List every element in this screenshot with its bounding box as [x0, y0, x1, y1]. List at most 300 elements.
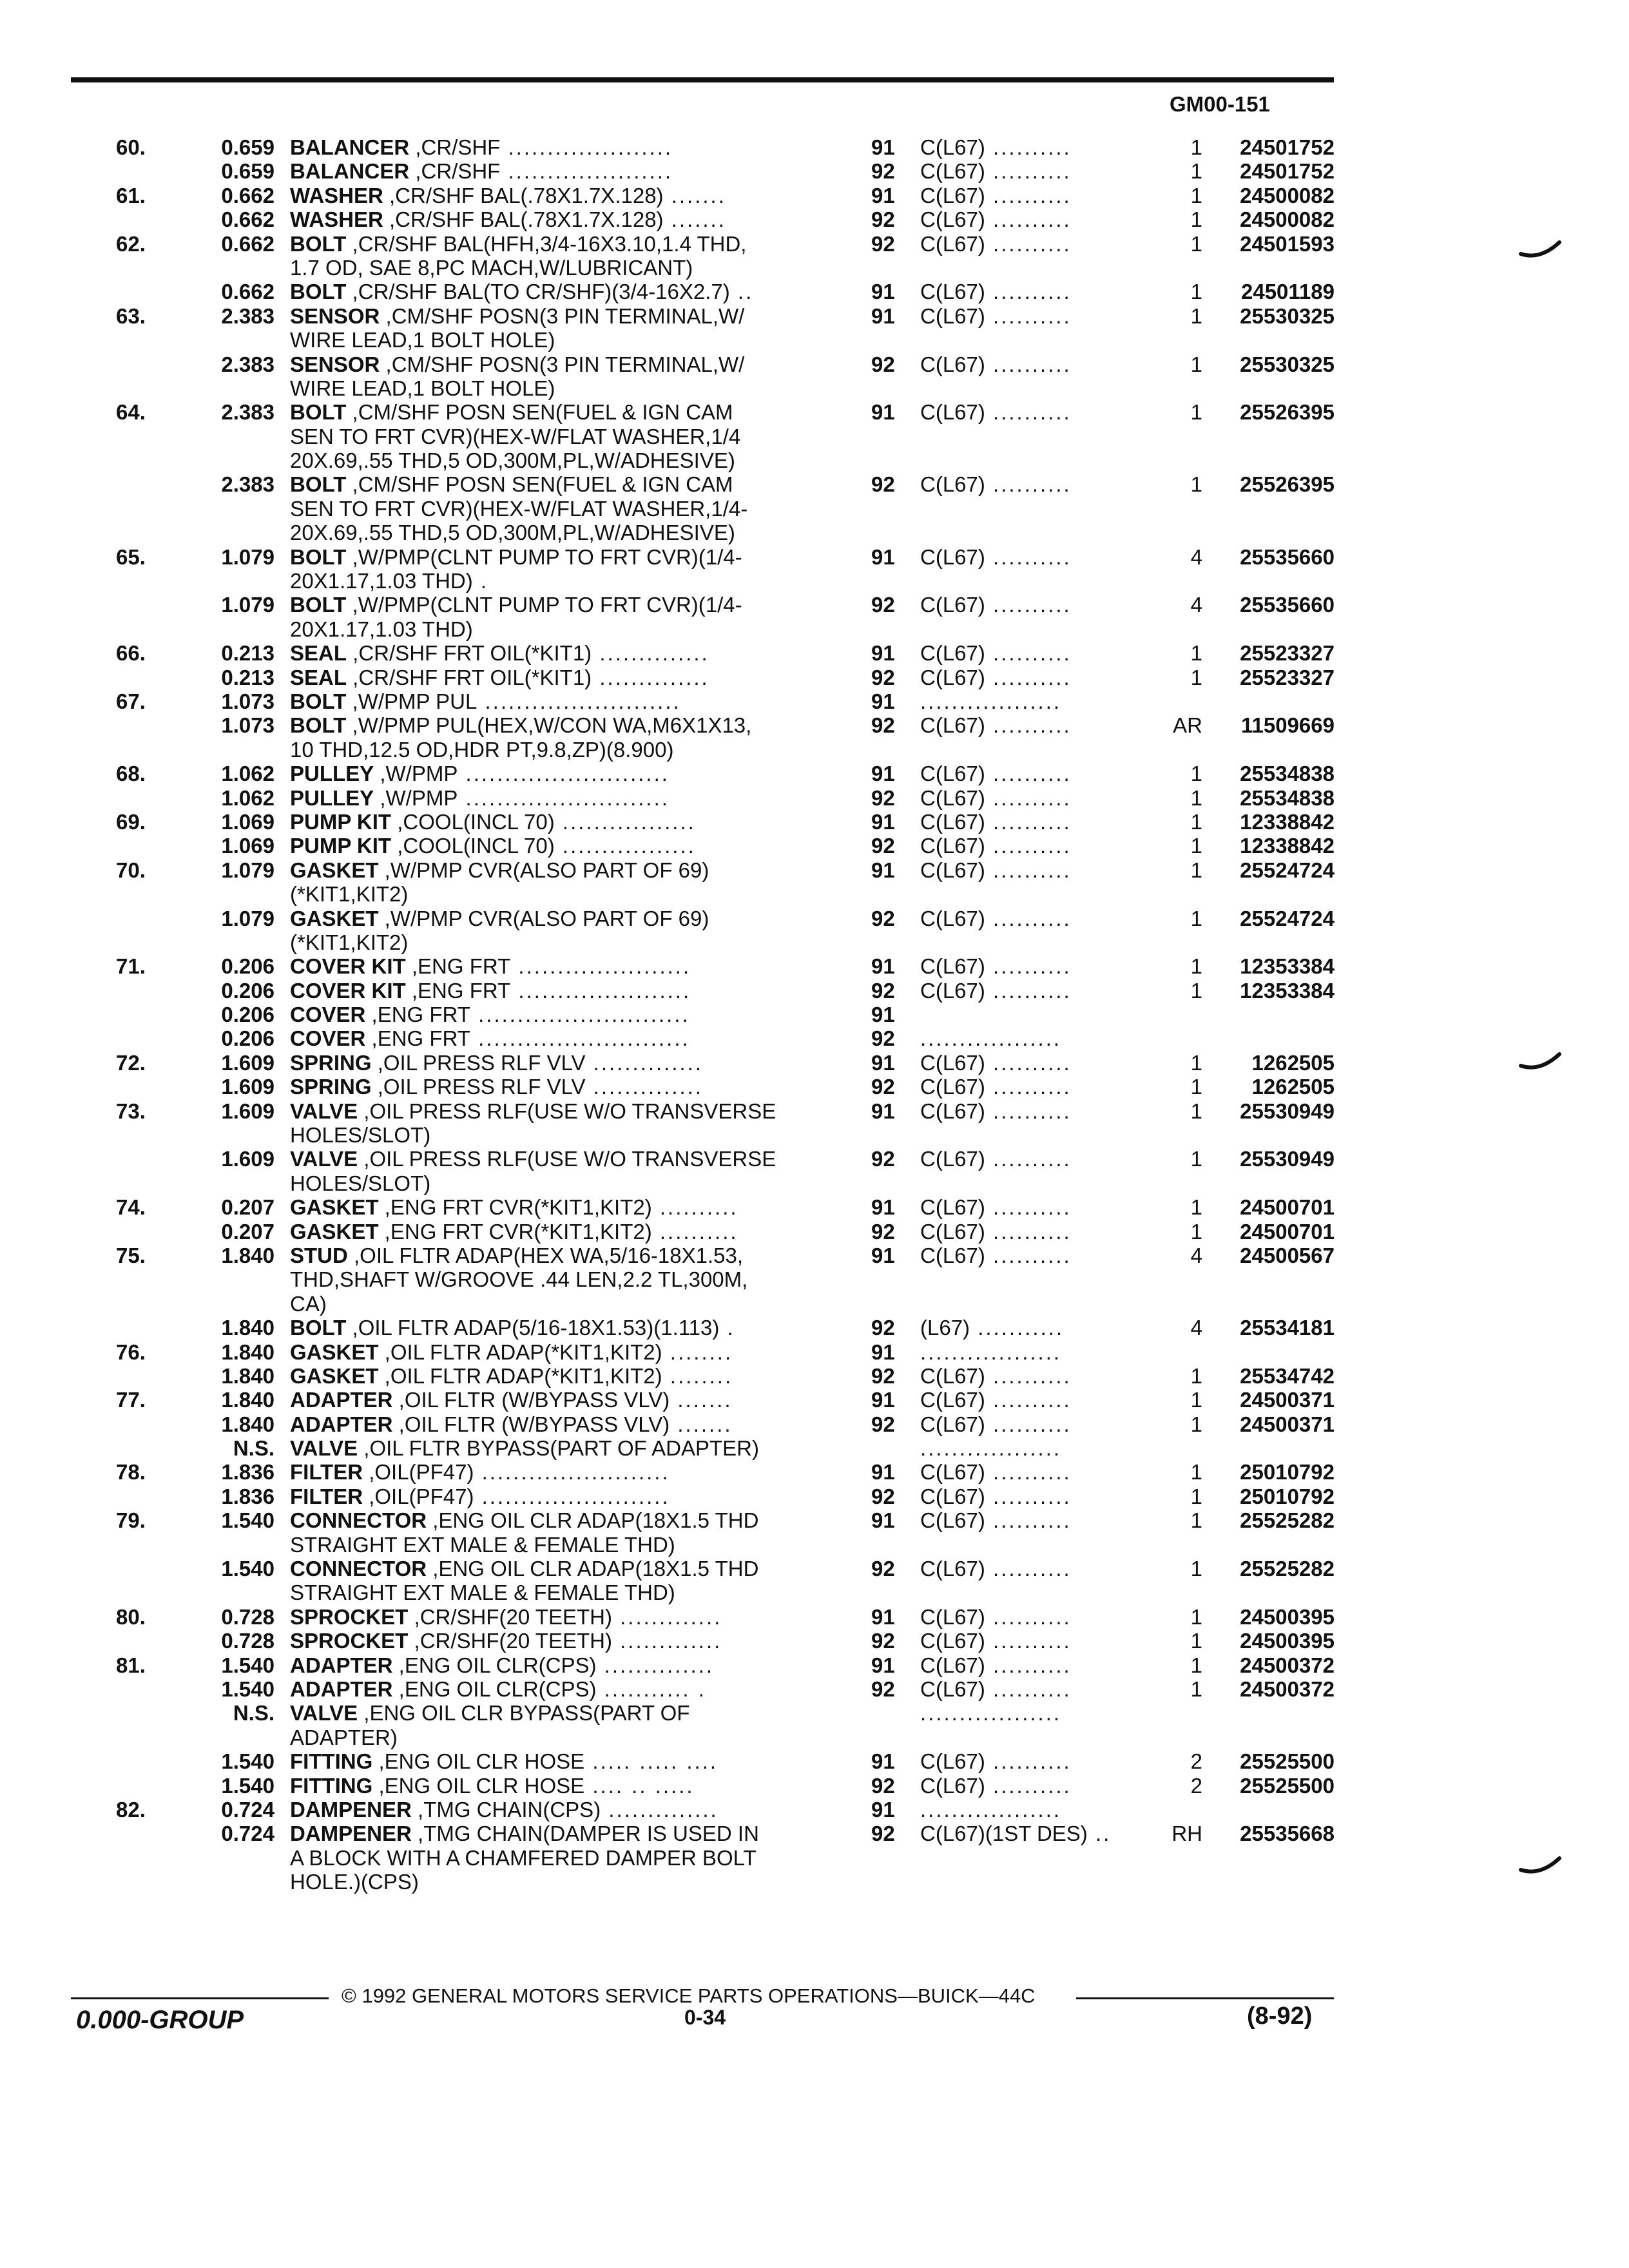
leader-dots: .......... — [985, 1484, 1072, 1508]
catalog-row — [0, 159, 1629, 183]
model-code — [920, 1485, 1072, 1508]
model-code-text: C(L67) — [920, 858, 985, 882]
leader-dots: .......... — [985, 231, 1072, 256]
part-description — [290, 400, 733, 424]
model-code — [920, 1749, 1072, 1773]
part-name: FILTER — [290, 1460, 363, 1485]
leader-dots: .......... — [985, 665, 1072, 689]
model-year: 91 — [871, 303, 895, 328]
catalog-row — [0, 1605, 1629, 1629]
catalog-row — [0, 448, 1629, 472]
part-detail: ,OIL FLTR (W/BYPASS VLV) — [392, 1388, 670, 1412]
leader-dots: ......................... — [477, 689, 681, 713]
binder-mark-2 — [1518, 1052, 1563, 1077]
part-description — [290, 1821, 759, 1845]
part-number: 24500371 — [1240, 1388, 1335, 1412]
group-number: 1.540 — [221, 1773, 275, 1798]
leader-dots: ........................... — [470, 1026, 690, 1051]
part-detail: ,OIL(PF47) — [363, 1484, 474, 1508]
catalog-row — [0, 666, 1629, 689]
catalog-row — [0, 1099, 1629, 1123]
part-detail: ,ENG FRT — [365, 1003, 470, 1027]
group-number: 0.662 — [221, 231, 275, 256]
part-detail: SEN TO FRT CVR)(HEX-W/FLAT WASHER,1/4- — [290, 496, 748, 521]
model-code — [920, 858, 1072, 882]
leader-dots: .......... — [985, 1653, 1072, 1677]
catalog-row — [0, 1749, 1629, 1773]
model-code-text: C(L67)(1ST DES) — [920, 1821, 1088, 1846]
quantity: 1 — [1190, 1050, 1202, 1075]
part-detail: ,W/PMP PUL(HEX,W/CON WA,M6X1X13, — [346, 713, 752, 738]
leader-dots: .......... — [985, 1412, 1072, 1436]
quantity: 1 — [1190, 1099, 1202, 1123]
model-year: 91 — [871, 1099, 895, 1123]
quantity: 1 — [1190, 1604, 1202, 1629]
part-description — [290, 135, 673, 159]
catalog-row — [0, 497, 1629, 521]
catalog-row — [0, 135, 1629, 159]
part-detail: CA) — [290, 1291, 327, 1316]
model-year: 91 — [871, 1653, 895, 1677]
model-code — [920, 810, 1072, 834]
catalog-row — [0, 1412, 1629, 1436]
part-description — [290, 1774, 695, 1798]
item-number: 75. — [116, 1243, 146, 1267]
part-description — [290, 376, 555, 400]
leader-dots: .............. — [592, 665, 709, 689]
part-name: BOLT — [290, 713, 347, 738]
model-year: 91 — [871, 1340, 895, 1364]
leader-dots: .... .. ..... — [584, 1773, 695, 1798]
part-description — [290, 1701, 689, 1725]
quantity: AR — [1173, 713, 1202, 738]
model-year: 91 — [871, 954, 895, 979]
quantity: 1 — [1190, 1075, 1202, 1099]
part-detail: ,CR/SHF(20 TEETH) — [408, 1604, 612, 1629]
catalog-row — [0, 1460, 1629, 1484]
part-detail: ,ENG FRT — [405, 954, 511, 979]
catalog-row — [0, 1147, 1629, 1171]
model-code — [920, 641, 1072, 665]
leader-dots: .......... — [985, 303, 1072, 328]
part-detail: ,OIL PRESS RLF VLV — [371, 1050, 586, 1075]
group-number: 1.836 — [221, 1484, 275, 1508]
part-name: FILTER — [290, 1484, 363, 1508]
leader-dots: .......... — [985, 183, 1072, 207]
catalog-row — [0, 858, 1629, 882]
model-code-text: C(L67) — [920, 834, 985, 858]
part-detail: ,OIL PRESS RLF VLV — [371, 1075, 586, 1099]
part-number: 24500395 — [1240, 1604, 1335, 1629]
part-detail: ,ENG OIL CLR ADAP(18X1.5 THD — [427, 1508, 759, 1533]
model-year: 92 — [871, 906, 895, 930]
part-number: 11509669 — [1240, 713, 1335, 738]
model-year: 92 — [871, 1484, 895, 1508]
part-number: 25524724 — [1240, 906, 1335, 930]
part-description — [290, 1798, 718, 1821]
part-description — [290, 569, 488, 593]
quantity: 4 — [1190, 544, 1202, 569]
model-year: 91 — [871, 1243, 895, 1267]
part-detail: ,CR/SHF(20 TEETH) — [408, 1629, 612, 1653]
quantity: 1 — [1190, 207, 1202, 232]
catalog-row — [0, 1340, 1629, 1364]
item-number: 78. — [116, 1460, 146, 1485]
part-description — [290, 1364, 733, 1388]
model-code — [920, 1508, 1072, 1532]
quantity: 1 — [1190, 1460, 1202, 1485]
catalog-row — [0, 1436, 1629, 1460]
part-description — [290, 1051, 703, 1075]
part-name: BOLT — [290, 400, 347, 425]
leader-dots: .......... — [985, 1773, 1072, 1798]
part-description — [290, 1340, 733, 1364]
part-name: COVER — [290, 1026, 366, 1051]
part-description — [290, 1075, 703, 1099]
part-description — [290, 786, 670, 810]
model-year: 92 — [871, 593, 895, 617]
footer-rule-left — [71, 1997, 329, 1999]
catalog-row — [0, 521, 1629, 544]
model-code — [920, 666, 1072, 689]
model-code — [920, 184, 1072, 207]
model-code-text: C(L67) — [920, 1773, 985, 1798]
group-number: 0.213 — [221, 641, 275, 666]
part-description — [290, 207, 726, 231]
part-description — [290, 1123, 430, 1147]
model-year: 92 — [871, 1316, 895, 1340]
leader-dots: .......... — [985, 1075, 1072, 1099]
catalog-row — [0, 256, 1629, 280]
part-name: STUD — [290, 1243, 348, 1267]
leader-dots: .......... — [985, 1219, 1072, 1244]
leader-dots: .................. — [920, 1026, 1062, 1051]
leader-dots: .......... — [985, 1677, 1072, 1701]
catalog-row — [0, 1003, 1629, 1026]
catalog-row — [0, 834, 1629, 858]
part-detail: ,CR/SHF — [409, 135, 501, 159]
part-detail: ,CR/SHF BAL(.78X1.7X.128) — [383, 183, 664, 207]
leader-dots: ..................... — [500, 159, 673, 184]
part-detail: HOLE.)(CPS) — [290, 1870, 419, 1894]
part-name: SEAL — [290, 665, 347, 689]
part-detail: ,W/PMP(CLNT PUMP TO FRT CVR)(1/4- — [346, 544, 742, 569]
part-description — [290, 810, 696, 834]
part-name: VALVE — [290, 1099, 358, 1123]
item-number: 64. — [116, 400, 146, 425]
catalog-row — [0, 352, 1629, 376]
part-number: 24500701 — [1240, 1195, 1335, 1220]
group-number: 0.206 — [221, 954, 275, 979]
group-number: 1.609 — [221, 1147, 275, 1171]
catalog-row — [0, 207, 1629, 231]
catalog-row — [0, 1316, 1629, 1340]
part-description — [290, 1292, 327, 1316]
part-number: 1262505 — [1251, 1050, 1335, 1075]
part-description — [290, 666, 709, 689]
model-year: 92 — [871, 785, 895, 810]
item-number: 82. — [116, 1797, 146, 1821]
model-code-text: C(L67) — [920, 593, 985, 617]
model-code-text: C(L67) — [920, 1412, 985, 1436]
model-code — [920, 1701, 1061, 1725]
item-number: 68. — [116, 762, 146, 786]
model-year: 92 — [871, 207, 895, 232]
part-name: BOLT — [290, 689, 347, 713]
catalog-row — [0, 1557, 1629, 1581]
part-description — [290, 1870, 419, 1894]
item-number: 79. — [116, 1508, 146, 1533]
catalog-row — [0, 713, 1629, 737]
part-number: 25523327 — [1240, 665, 1335, 689]
part-name: ADAPTER — [290, 1388, 393, 1412]
part-detail: ,CR/SHF FRT OIL(*KIT1) — [347, 641, 592, 666]
part-number: 24500082 — [1240, 207, 1335, 232]
catalog-row — [0, 907, 1629, 930]
quantity: 4 — [1190, 1316, 1202, 1340]
group-number: 2.383 — [221, 303, 275, 328]
group-number: 0.659 — [221, 135, 275, 159]
part-name: SENSOR — [290, 352, 380, 376]
copyright-notice: © 1992 GENERAL MOTORS SERVICE PARTS OPERATIONS—BUICK—44C — [342, 1984, 1036, 2007]
part-number: 25523327 — [1240, 641, 1335, 666]
quantity: 1 — [1190, 183, 1202, 207]
part-name: DAMPENER — [290, 1821, 412, 1846]
part-detail: ,ENG OIL CLR(CPS) — [392, 1677, 597, 1701]
model-code-text: C(L67) — [920, 954, 985, 979]
model-code — [920, 352, 1072, 376]
model-year: 92 — [871, 665, 895, 689]
model-code — [920, 1316, 1064, 1340]
model-code-text: C(L67) — [920, 1629, 985, 1653]
catalog-row — [0, 1195, 1629, 1219]
part-number: 25534838 — [1240, 785, 1335, 810]
model-code-text: C(L67) — [920, 231, 985, 256]
part-name: VALVE — [290, 1701, 358, 1725]
part-detail: HOLES/SLOT) — [290, 1123, 431, 1148]
part-name: PULLEY — [290, 762, 374, 786]
catalog-row — [0, 641, 1629, 665]
model-year: 92 — [871, 1629, 895, 1653]
leader-dots: ....... — [663, 207, 726, 232]
model-code — [920, 545, 1072, 569]
part-number: 25530949 — [1240, 1099, 1335, 1123]
item-number: 80. — [116, 1604, 146, 1629]
leader-dots: .......... — [985, 1243, 1072, 1267]
model-code-text: C(L67) — [920, 665, 985, 689]
part-detail: ,ENG FRT CVR(*KIT1,KIT2) — [378, 1219, 652, 1244]
leader-dots: .......... — [985, 1508, 1072, 1533]
model-year: 91 — [871, 544, 895, 569]
model-code-text: C(L67) — [920, 1677, 985, 1701]
leader-dots: .......... — [985, 1749, 1072, 1774]
model-code — [920, 1099, 1072, 1123]
part-detail: ,W/PMP(CLNT PUMP TO FRT CVR)(1/4- — [346, 593, 742, 617]
catalog-row — [0, 232, 1629, 256]
part-detail: ,OIL FLTR (W/BYPASS VLV) — [392, 1412, 670, 1436]
leader-dots: ........................... — [470, 1003, 690, 1027]
catalog-row — [0, 762, 1629, 785]
leader-dots: ........ — [662, 1363, 733, 1388]
catalog-row — [0, 545, 1629, 569]
model-code-text: C(L67) — [920, 1099, 985, 1123]
catalog-row — [0, 425, 1629, 448]
part-number: 25526395 — [1240, 472, 1335, 497]
item-number: 66. — [116, 641, 146, 666]
model-year: 92 — [871, 159, 895, 184]
model-year: 91 — [871, 400, 895, 425]
part-number: 24500372 — [1240, 1677, 1335, 1701]
group-number: 1.079 — [221, 544, 275, 569]
model-code — [920, 135, 1072, 159]
part-name: SPROCKET — [290, 1629, 409, 1653]
catalog-row — [0, 1846, 1629, 1870]
catalog-row — [0, 979, 1629, 1003]
part-detail: ,OIL FLTR ADAP(*KIT1,KIT2) — [378, 1363, 662, 1388]
part-description — [290, 545, 742, 569]
quantity: 1 — [1190, 665, 1202, 689]
model-code — [920, 1629, 1072, 1653]
model-code — [920, 1147, 1072, 1171]
leader-dots: . — [719, 1316, 735, 1340]
part-description — [290, 1003, 690, 1026]
part-detail: ,ENG OIL CLR ADAP(18X1.5 THD — [427, 1557, 759, 1581]
part-number: 25525500 — [1240, 1773, 1335, 1798]
group-number: 1.840 — [221, 1243, 275, 1267]
part-detail: STRAIGHT EXT MALE & FEMALE THD) — [290, 1581, 675, 1605]
model-code-text: C(L67) — [920, 1243, 985, 1267]
part-name: BOLT — [290, 1316, 347, 1340]
quantity: 1 — [1190, 809, 1202, 834]
catalog-row — [0, 617, 1629, 641]
group-number: 1.540 — [221, 1508, 275, 1533]
catalog-row — [0, 1870, 1629, 1894]
leader-dots: .............. — [585, 1050, 704, 1075]
part-name: PUMP KIT — [290, 809, 392, 834]
part-name: GASKET — [290, 1363, 379, 1388]
part-name: PULLEY — [290, 785, 374, 810]
part-description — [290, 1749, 718, 1773]
part-description — [290, 954, 691, 978]
catalog-row — [0, 1292, 1629, 1316]
catalog-row — [0, 1364, 1629, 1388]
leader-dots: .......... — [985, 544, 1072, 569]
group-number: 1.079 — [221, 906, 275, 930]
model-year: 92 — [871, 1677, 895, 1701]
group-number: 0.206 — [221, 978, 275, 1003]
part-description — [290, 256, 693, 280]
catalog-row — [0, 328, 1629, 352]
model-code-text: C(L67) — [920, 785, 985, 810]
group-number: 1.062 — [221, 762, 275, 786]
group-number: 1.609 — [221, 1050, 275, 1075]
catalog-row — [0, 954, 1629, 978]
part-detail: ,COOL(INCL 70) — [391, 834, 555, 858]
group-number: 1.062 — [221, 785, 275, 810]
model-code-text: (L67) — [920, 1316, 970, 1340]
part-number: 25534742 — [1240, 1363, 1335, 1388]
quantity: 1 — [1190, 1195, 1202, 1220]
model-code — [920, 1195, 1072, 1219]
part-number: 24501752 — [1240, 159, 1335, 184]
catalog-row — [0, 1533, 1629, 1557]
part-detail: 1.7 OD, SAE 8,PC MACH,W/LUBRICANT) — [290, 255, 693, 280]
part-number: 24500371 — [1240, 1412, 1335, 1436]
quantity: 1 — [1190, 906, 1202, 930]
catalog-row — [0, 1267, 1629, 1291]
model-year: 92 — [871, 472, 895, 497]
group-number: 1.840 — [221, 1316, 275, 1340]
model-code — [920, 1026, 1061, 1050]
part-description — [290, 1436, 759, 1460]
leader-dots: .......... — [985, 280, 1072, 304]
model-year: 92 — [871, 1773, 895, 1798]
leader-dots: ................. — [554, 809, 696, 834]
model-code-text: C(L67) — [920, 303, 985, 328]
catalog-row — [0, 786, 1629, 810]
leader-dots: .............. — [596, 1653, 715, 1677]
catalog-row — [0, 1821, 1629, 1845]
part-description — [290, 1220, 738, 1244]
model-code-text: C(L67) — [920, 472, 985, 497]
leader-dots: .......... — [985, 1363, 1072, 1388]
catalog-row — [0, 1388, 1629, 1412]
part-number: 25524724 — [1240, 858, 1335, 882]
group-number: N.S. — [233, 1436, 275, 1461]
catalog-row — [0, 1508, 1629, 1532]
part-description — [290, 617, 473, 641]
quantity: 1 — [1190, 1412, 1202, 1436]
part-number: 1262505 — [1251, 1075, 1335, 1099]
quantity: 1 — [1190, 1484, 1202, 1508]
group-number: 1.079 — [221, 858, 275, 882]
quantity: 1 — [1190, 1219, 1202, 1244]
model-code — [920, 1605, 1072, 1629]
part-number: 24500395 — [1240, 1629, 1335, 1653]
part-number: 25534181 — [1240, 1316, 1335, 1340]
model-code — [920, 159, 1072, 183]
part-number: 12353384 — [1240, 978, 1335, 1003]
item-number: 74. — [116, 1195, 146, 1220]
item-number: 72. — [116, 1050, 146, 1075]
model-code-text: C(L67) — [920, 159, 985, 184]
part-name: BALANCER — [290, 135, 410, 159]
quantity: 1 — [1190, 135, 1202, 159]
model-code-text: C(L67) — [920, 1460, 985, 1485]
part-detail: THD,SHAFT W/GROOVE .44 LEN,2.2 TL,300M, — [290, 1267, 748, 1292]
part-description — [290, 907, 709, 930]
quantity: 4 — [1190, 593, 1202, 617]
group-number: 1.609 — [221, 1099, 275, 1123]
part-number: 25525282 — [1240, 1557, 1335, 1581]
model-code — [920, 1412, 1072, 1436]
quantity: 1 — [1190, 641, 1202, 666]
group-number: 1.840 — [221, 1363, 275, 1388]
item-number: 70. — [116, 858, 146, 882]
part-description — [290, 1485, 670, 1508]
catalog-row — [0, 1701, 1629, 1725]
model-year: 91 — [871, 641, 895, 666]
leader-dots: ........................ — [474, 1484, 670, 1508]
model-code — [920, 232, 1072, 256]
part-number: 12338842 — [1240, 809, 1335, 834]
leader-dots: .................. — [920, 1340, 1062, 1364]
model-code — [920, 207, 1072, 231]
group-number: 1.069 — [221, 809, 275, 834]
part-number: 12353384 — [1240, 954, 1335, 979]
leader-dots: .......... — [985, 352, 1072, 376]
group-number: 0.662 — [221, 280, 275, 304]
